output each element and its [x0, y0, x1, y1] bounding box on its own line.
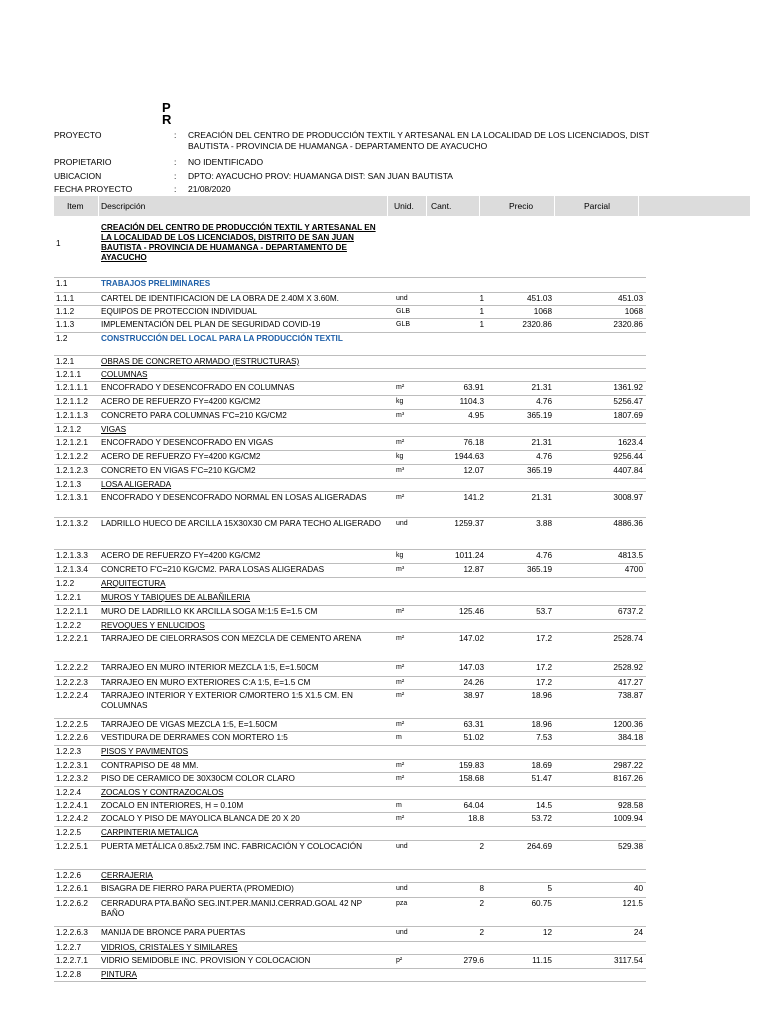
cell-prec: 1068 — [533, 307, 552, 316]
cell-parc: 384.18 — [617, 733, 643, 742]
table-row — [54, 293, 646, 306]
cell-cant: 2 — [479, 842, 484, 851]
cell-prec: 18.96 — [531, 691, 552, 700]
cell-desc: VIDRIOS, CRISTALES Y SIMILARES — [101, 943, 238, 952]
header-separator — [387, 196, 388, 216]
table-row — [54, 746, 646, 760]
cell-item: 1.2.1.1 — [56, 370, 82, 379]
cell-cant: 1259.37 — [454, 519, 484, 528]
cell-cant: 1 — [479, 307, 484, 316]
cell-parc: 738.87 — [617, 691, 643, 700]
cell-desc: VIGAS — [101, 425, 127, 434]
table-row — [54, 690, 646, 719]
cell-parc: 417.27 — [617, 678, 643, 687]
table-row — [54, 662, 646, 677]
cell-und: m² — [396, 692, 405, 699]
page-title-line-1: P — [162, 100, 171, 115]
cell-item: 1.2.1.3.1 — [56, 493, 88, 502]
cell-cant: 147.02 — [458, 634, 484, 643]
cell-und: m³ — [396, 467, 405, 474]
cell-cant: 63.91 — [463, 383, 484, 392]
cell-parc: 5256.47 — [613, 397, 643, 406]
cell-und: m² — [396, 664, 405, 671]
cell-desc: ZOCALO EN INTERIORES, H = 0.10M — [101, 801, 244, 810]
cell-und: m² — [396, 384, 405, 391]
cell-cant: 24.26 — [463, 678, 484, 687]
cell-desc: TARRAJEO INTERIOR Y EXTERIOR C/MORTERO 1:5 X1.5 CM. EN COLUMNAS — [101, 691, 353, 710]
cell-cant: 158.68 — [458, 774, 484, 783]
cell-parc: 2528.92 — [613, 663, 643, 672]
cell-desc: ZOCALO Y PISO DE MAYOLICA BLANCA DE 20 X 20 — [101, 814, 300, 823]
cell-cant: 1 — [479, 294, 484, 303]
cell-parc: 4813.5 — [617, 551, 643, 560]
header-separator — [98, 196, 99, 216]
cell-und: kg — [396, 552, 404, 559]
cell-prec: 365.19 — [526, 466, 552, 475]
cell-cant: 147.03 — [458, 663, 484, 672]
cell-item: 1.2.1 — [56, 357, 75, 366]
header-item: Item — [67, 201, 84, 211]
cell-item: 1.2.2.1 — [56, 593, 82, 602]
table-row — [54, 620, 646, 633]
cell-item: 1.2.2.4 — [56, 788, 82, 797]
cell-parc: 4700 — [624, 565, 643, 574]
cell-parc: 2528.74 — [613, 634, 643, 643]
cell-item: 1.2.2.4.1 — [56, 801, 88, 810]
cell-und: m² — [396, 439, 405, 446]
cell-prec: 4.76 — [536, 452, 552, 461]
cell-cant: 1 — [479, 320, 484, 329]
cell-parc: 4407.84 — [613, 466, 643, 475]
cell-und: m³ — [396, 412, 405, 419]
table-row — [54, 883, 646, 898]
cell-cant: 2 — [479, 928, 484, 937]
table-row — [54, 396, 646, 410]
cell-und: m — [396, 802, 402, 809]
table-row — [54, 677, 646, 690]
cell-desc: PISO DE CERAMICO DE 30X30CM COLOR CLARO — [101, 774, 295, 783]
cell-und: und — [396, 929, 408, 936]
cell-und: und — [396, 843, 408, 850]
cell-item: 1.2 — [56, 334, 68, 343]
meta-value: CREACIÓN DEL CENTRO DE PRODUCCIÓN TEXTIL Y ARTESANAL EN LA LOCALIDAD DE LOS LICENCIADOS, DIST — [188, 130, 650, 140]
table-row — [54, 319, 646, 333]
table-row — [54, 479, 646, 492]
cell-parc: 121.5 — [622, 899, 643, 908]
header-cant: Cant. — [431, 201, 452, 211]
cell-desc: CONCRETO EN VIGAS F'C=210 KG/CM2 — [101, 466, 256, 475]
cell-und: m² — [396, 635, 405, 642]
meta-label: PROYECTO — [54, 130, 102, 140]
cell-item: 1.2.2.2.2 — [56, 663, 88, 672]
cell-prec: 17.2 — [536, 634, 552, 643]
cell-desc: ZOCALOS Y CONTRAZOCALOS — [101, 788, 224, 797]
cell-desc: ARQUITECTURA — [101, 579, 166, 588]
table-row — [54, 564, 646, 578]
cell-desc: CERRAJERIA — [101, 871, 153, 880]
cell-desc: LADRILLO HUECO DE ARCILLA 15X30X30 CM PARA TECHO ALIGERADO — [101, 519, 381, 528]
cell-item: 1.2.2.6.3 — [56, 928, 88, 937]
cell-cant: 76.18 — [463, 438, 484, 447]
table-row — [54, 969, 646, 982]
table-row — [54, 278, 646, 293]
page-title-line-2: R — [162, 112, 172, 127]
header-desc: Descripción — [101, 201, 146, 211]
cell-cant: 125.46 — [458, 607, 484, 616]
meta-label: FECHA PROYECTO — [54, 184, 133, 194]
cell-desc: CONTRAPISO DE 48 MM. — [101, 761, 199, 770]
cell-prec: 17.2 — [536, 678, 552, 687]
meta-colon: : — [174, 130, 177, 140]
cell-item: 1.2.2.2.4 — [56, 691, 88, 700]
cell-parc: 3008.97 — [613, 493, 643, 502]
cell-desc: ACERO DE REFUERZO FY=4200 KG/CM2 — [101, 452, 261, 461]
cell-item: 1.2.2.5 — [56, 828, 82, 837]
table-row — [54, 356, 646, 369]
table-row — [54, 813, 646, 827]
cell-item: 1 — [56, 239, 61, 248]
cell-parc: 1361.92 — [613, 383, 643, 392]
meta-propietario — [54, 157, 654, 168]
cell-item: 1.2.2.2.5 — [56, 720, 88, 729]
cell-und: m² — [396, 775, 405, 782]
cell-item: 1.2.2.3.1 — [56, 761, 88, 770]
cell-cant: 18.8 — [468, 814, 484, 823]
meta-colon: : — [174, 171, 177, 181]
cell-cant: 8 — [479, 884, 484, 893]
cell-item: 1.2.2.6.2 — [56, 899, 88, 908]
cell-desc: LOSA ALIGERADA — [101, 480, 172, 489]
cell-desc: PUERTA METÁLICA 0.85x2.75M INC. FABRICACIÓN Y COLOCACIÓN — [101, 842, 363, 851]
cell-und: und — [396, 520, 408, 527]
cell-prec: 7.53 — [536, 733, 552, 742]
table-row — [54, 719, 646, 732]
cell-item: 1.2.2.1.1 — [56, 607, 88, 616]
meta-value: 21/08/2020 — [188, 184, 231, 194]
table-row — [54, 518, 646, 550]
table-row — [54, 773, 646, 787]
cell-item: 1.2.2.5.1 — [56, 842, 88, 851]
cell-und: kg — [396, 398, 404, 405]
cell-parc: 40 — [633, 884, 643, 893]
budget-table — [54, 217, 646, 982]
header-parc: Parcial — [584, 201, 610, 211]
cell-desc: IMPLEMENTACIÓN DEL PLAN DE SEGURIDAD COVID-19 — [101, 320, 321, 329]
cell-und: m — [396, 734, 402, 741]
cell-desc: TARRAJEO DE VIGAS MEZCLA 1:5, E=1.50CM — [101, 720, 278, 729]
cell-item: 1.2.2.3.2 — [56, 774, 88, 783]
cell-item: 1.2.2.8 — [56, 970, 82, 979]
cell-prec: 5 — [547, 884, 552, 893]
cell-cant: 2 — [479, 899, 484, 908]
cell-prec: 53.72 — [531, 814, 552, 823]
cell-item: 1.1 — [56, 279, 68, 288]
cell-parc: 8167.26 — [613, 774, 643, 783]
cell-parc: 1200.36 — [613, 720, 643, 729]
cell-item: 1.2.2.2 — [56, 621, 82, 630]
cell-prec: 11.15 — [532, 956, 552, 965]
cell-item: 1.2.1.3.4 — [56, 565, 88, 574]
cell-parc: 2320.86 — [613, 320, 643, 329]
table-row — [54, 492, 646, 518]
cell-desc: ENCOFRADO Y DESENCOFRADO EN VIGAS — [101, 438, 274, 447]
cell-cant: 12.87 — [463, 565, 484, 574]
cell-item: 1.2.2.6.1 — [56, 884, 88, 893]
cell-prec: 264.69 — [526, 842, 552, 851]
table-row — [54, 633, 646, 662]
meta-ubicacion — [54, 171, 654, 182]
table-row — [54, 592, 646, 606]
cell-prec: 2320.86 — [522, 320, 552, 329]
cell-prec: 53.7 — [536, 607, 552, 616]
cell-und: m² — [396, 815, 405, 822]
cell-desc: CERRADURA PTA.BAÑO SEG.INT.PER.MANIJ.CERRAD.GOAL 42 NP BAÑO — [101, 899, 362, 918]
cell-desc: BISAGRA DE FIERRO PARA PUERTA (PROMEDIO) — [101, 884, 294, 893]
cell-parc: 24 — [633, 928, 643, 937]
table-row — [54, 898, 646, 927]
cell-desc: CONCRETO PARA COLUMNAS F'C=210 KG/CM2 — [101, 411, 287, 420]
cell-cant: 141.2 — [463, 493, 484, 502]
table-row — [54, 217, 646, 278]
table-row — [54, 333, 646, 356]
header-separator — [554, 196, 555, 216]
table-row — [54, 578, 646, 592]
cell-desc: CONSTRUCCIÓN DEL LOCAL PARA LA PRODUCCIÓN TEXTIL — [101, 334, 343, 343]
cell-desc: ENCOFRADO Y DESENCOFRADO EN COLUMNAS — [101, 383, 295, 392]
cell-prec: 18.69 — [531, 761, 552, 770]
meta-colon: : — [174, 157, 177, 167]
cell-item: 1.2.1.3.2 — [56, 519, 88, 528]
cell-parc: 3117.54 — [614, 956, 643, 965]
table-row — [54, 760, 646, 773]
cell-parc: 451.03 — [617, 294, 643, 303]
cell-desc: PINTURA — [101, 970, 137, 979]
table-header — [54, 196, 750, 216]
cell-prec: 60.75 — [531, 899, 552, 908]
table-row — [54, 410, 646, 424]
cell-prec: 4.76 — [536, 551, 552, 560]
table-row — [54, 424, 646, 437]
cell-parc: 1068 — [624, 307, 643, 316]
meta-fecha — [54, 184, 654, 195]
cell-cant: 64.04 — [463, 801, 484, 810]
meta-value-line2: BAUTISTA - PROVINCIA DE HUAMANGA - DEPARTAMENTO DE AYACUCHO — [188, 141, 488, 151]
header-prec: Precio — [509, 201, 534, 211]
cell-und: m² — [396, 679, 405, 686]
cell-item: 1.2.2.2.3 — [56, 678, 88, 687]
cell-prec: 17.2 — [536, 663, 552, 672]
cell-desc: CARPINTERIA METALICA — [101, 828, 199, 837]
cell-und: pza — [396, 900, 408, 907]
cell-prec: 18.96 — [531, 720, 552, 729]
meta-colon: : — [174, 184, 177, 194]
table-row — [54, 465, 646, 479]
cell-prec: 365.19 — [526, 411, 552, 420]
cell-und: m² — [396, 762, 405, 769]
cell-desc: TARRAJEO EN MURO INTERIOR MEZCLA 1:5, E=1.50CM — [101, 663, 319, 672]
cell-und: und — [396, 885, 408, 892]
table-row — [54, 787, 646, 800]
table-row — [54, 451, 646, 465]
cell-prec: 21.31 — [531, 493, 552, 502]
cell-und: m³ — [396, 566, 405, 573]
cell-parc: 529.38 — [617, 842, 643, 851]
cell-cant: 63.31 — [463, 720, 484, 729]
cell-desc: ACERO DE REFUERZO FY=4200 KG/CM2 — [101, 397, 261, 406]
meta-label: UBICACION — [54, 171, 102, 181]
table-row — [54, 827, 646, 841]
cell-und: p² — [396, 957, 403, 964]
cell-item: 1.2.2.2.6 — [56, 733, 88, 742]
cell-item: 1.2.1.1.3 — [56, 411, 88, 420]
cell-item: 1.2.1.2.1 — [56, 438, 88, 447]
cell-desc: REVOQUES Y ENLUCIDOS — [101, 621, 205, 630]
cell-item: 1.1.3 — [56, 320, 75, 329]
cell-prec: 21.31 — [531, 383, 552, 392]
header-und: Unid. — [394, 201, 414, 211]
cell-item: 1.2.2.6 — [56, 871, 82, 880]
cell-und: GLB — [396, 321, 411, 328]
cell-prec: 4.76 — [536, 397, 552, 406]
cell-parc: 1009.94 — [613, 814, 643, 823]
cell-item: 1.2.1.3.3 — [56, 551, 88, 560]
cell-desc: CREACIÓN DEL CENTRO DE PRODUCCIÓN TEXTIL Y ARTESANAL EN LA LOCALIDAD DE LOS LICENCIADOS, DISTRITO DE SAN JUAN BAUTISTA - PROVINCIA DE HUAMANGA - DEPARTAMENTO DE AYACUCHO — [101, 223, 376, 262]
cell-prec: 14.5 — [536, 801, 552, 810]
cell-item: 1.2.1.2 — [56, 425, 82, 434]
cell-desc: COLUMNAS — [101, 370, 148, 379]
cell-cant: 38.97 — [463, 691, 484, 700]
cell-item: 1.2.2.2.1 — [56, 634, 88, 643]
cell-item: 1.2.1.2.3 — [56, 466, 88, 475]
cell-prec: 451.03 — [526, 294, 552, 303]
meta-value: NO IDENTIFICADO — [188, 157, 264, 167]
cell-und: m² — [396, 608, 405, 615]
cell-desc: TARRAJEO DE CIELORRASOS CON MEZCLA DE CEMENTO ARENA — [101, 634, 362, 643]
table-row — [54, 550, 646, 564]
cell-item: 1.1.2 — [56, 307, 75, 316]
cell-parc: 1623.4 — [617, 438, 643, 447]
cell-parc: 9256.44 — [613, 452, 643, 461]
cell-und: GLB — [396, 308, 411, 315]
cell-parc: 928.58 — [617, 801, 643, 810]
cell-prec: 365.19 — [526, 565, 552, 574]
table-row — [54, 732, 646, 746]
cell-und: und — [396, 295, 408, 302]
cell-cant: 4.95 — [468, 411, 484, 420]
cell-prec: 21.31 — [531, 438, 552, 447]
table-row — [54, 437, 646, 451]
table-row — [54, 606, 646, 620]
header-separator — [426, 196, 427, 216]
meta-value: DPTO: AYACUCHO PROV: HUAMANGA DIST: SAN JUAN BAUTISTA — [188, 171, 453, 181]
cell-prec: 12 — [542, 928, 552, 937]
cell-desc: CONCRETO F'C=210 KG/CM2. PARA LOSAS ALIGERADAS — [101, 565, 325, 574]
meta-proyecto — [54, 130, 654, 152]
cell-desc: EQUIPOS DE PROTECCION INDIVIDUAL — [101, 307, 258, 316]
cell-item: 1.2.1.1.2 — [56, 397, 88, 406]
cell-und: kg — [396, 453, 404, 460]
cell-cant: 1944.63 — [454, 452, 484, 461]
cell-prec: 3.88 — [536, 519, 552, 528]
table-row — [54, 800, 646, 813]
cell-desc: CARTEL DE IDENTIFICACION DE LA OBRA DE 2.40M X 3.60M. — [101, 294, 339, 303]
cell-parc: 4886.36 — [613, 519, 643, 528]
header-separator — [479, 196, 480, 216]
cell-item: 1.2.1.1.1 — [56, 383, 88, 392]
cell-cant: 12.07 — [463, 466, 484, 475]
table-row — [54, 870, 646, 883]
cell-item: 1.2.1.3 — [56, 480, 82, 489]
cell-parc: 2987.22 — [613, 761, 643, 770]
cell-parc: 6737.2 — [617, 607, 643, 616]
page-title — [162, 102, 171, 126]
cell-item: 1.2.2.4.2 — [56, 814, 88, 823]
table-row — [54, 955, 646, 969]
meta-label: PROPIETARIO — [54, 157, 112, 167]
cell-item: 1.2.2.7 — [56, 943, 82, 952]
cell-cant: 1011.24 — [455, 551, 484, 560]
cell-desc: PISOS Y PAVIMENTOS — [101, 747, 189, 756]
table-row — [54, 927, 646, 942]
cell-cant: 279.6 — [463, 956, 484, 965]
cell-item: 1.2.2.7.1 — [56, 956, 88, 965]
cell-und: m² — [396, 721, 405, 728]
cell-und: m² — [396, 494, 405, 501]
cell-parc: 1807.69 — [613, 411, 643, 420]
cell-desc: TARRAJEO EN MURO EXTERIORES C:A 1:5, E=1.5 CM — [101, 678, 311, 687]
cell-cant: 159.83 — [458, 761, 484, 770]
table-row — [54, 841, 646, 870]
cell-item: 1.2.1.2.2 — [56, 452, 88, 461]
cell-desc: MUROS Y TABIQUES DE ALBAÑILERIA — [101, 593, 251, 602]
cell-prec: 51.47 — [531, 774, 552, 783]
cell-desc: VESTIDURA DE DERRAMES CON MORTERO 1:5 — [101, 733, 288, 742]
table-row — [54, 382, 646, 396]
table-row — [54, 942, 646, 955]
cell-desc: ACERO DE REFUERZO FY=4200 KG/CM2 — [101, 551, 261, 560]
table-row — [54, 306, 646, 319]
cell-desc: ENCOFRADO Y DESENCOFRADO NORMAL EN LOSAS ALIGERADAS — [101, 493, 367, 502]
cell-item: 1.2.2.3 — [56, 747, 82, 756]
cell-cant: 51.02 — [463, 733, 484, 742]
cell-desc: MURO DE LADRILLO KK ARCILLA SOGA M:1:5 E=1.5 CM — [101, 607, 318, 616]
cell-desc: MANIJA DE BRONCE PARA PUERTAS — [101, 928, 246, 937]
cell-desc: TRABAJOS PRELIMINARES — [101, 279, 211, 288]
cell-item: 1.2.2 — [56, 579, 75, 588]
header-separator — [638, 196, 639, 216]
cell-desc: OBRAS DE CONCRETO ARMADO (ESTRUCTURAS) — [101, 357, 300, 366]
table-row — [54, 369, 646, 382]
cell-item: 1.1.1 — [56, 294, 75, 303]
cell-desc: VIDRIO SEMIDOBLE INC. PROVISION Y COLOCACION — [101, 956, 311, 965]
cell-cant: 1104.3 — [459, 397, 484, 406]
